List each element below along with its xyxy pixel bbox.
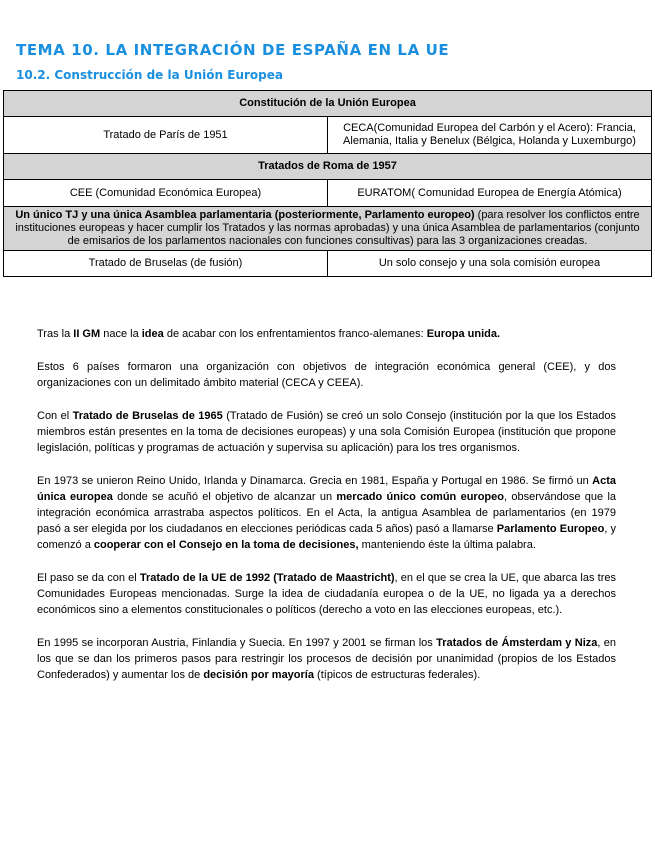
paragraph-1 [37,326,616,342]
text-run: (típicos de estructuras federales). [313,669,481,681]
bold-run: mercado único común europeo [336,491,504,503]
bold-run: Acta única europea [37,475,616,503]
tj-bold-text: Un único TJ y una única Asamblea parlamentaria (posteriormente, Parlamento europeo) [15,209,475,221]
bold-run: II GM [73,328,101,340]
bold-run: Europa unida. [426,328,501,340]
text-run: En 1973 se unieron Reino Unido, Irlanda y Dinamarca. Grecia en 1981, España y Portugal en 1986. Se firmó un [37,475,593,487]
text-run: (Tratado de Fusión) se creó un solo Consejo (institución por la que los Estados miembros están presentes en la toma de decisiones europeas) y una sola Comisión Europea (institución que propone legislación, políticas y programas de actuación y supervisa su aplicación) para los tres organismos. [37,410,616,454]
bold-run: idea [141,328,164,340]
text-run: , observándose que la integración económica arrastraba aspectos políticos. En el Acta, la antigua Asamblea de parlamentarios (en 1979 pasó a ser elegida por los ciudadanos en elecciones periódicas cada 5 años) pasó a llamarse [37,491,617,535]
bold-run: Parlamento Europeo [496,523,605,535]
bold-run: Tratado de Bruselas de 1965 [72,410,223,422]
table-cell-paris: Tratado de París de 1951 [4,117,328,154]
section-subtitle: 10.2. Construcción de la Unión Europea [16,68,283,82]
bold-run: decisión por mayoría [203,669,314,681]
table-cell-consejo-comision: Un solo consejo y una sola comisión europea [328,251,652,277]
table-row [4,117,652,154]
table-row [4,180,652,207]
text-run: En 1995 se incorporan Austria, Finlandia y Suecia. En 1997 y 2001 se firman los [37,637,437,649]
page-title: TEMA 10. LA INTEGRACIÓN DE ESPAÑA EN LA UE [16,41,450,59]
table-row [4,251,652,277]
table-header-roma: Tratados de Roma de 1957 [4,154,652,180]
paragraph-3 [37,408,616,456]
bold-run: cooperar con el Consejo en la toma de decisiones, [93,539,359,551]
text-run: de acabar con los enfrentamientos franco-alemanes: [163,328,427,340]
table-cell-ceca: CECA(Comunidad Europea del Carbón y el Acero): Francia, Alemania, Italia y Benelux (Bélgica, Holanda y Luxemburgo) [328,117,652,154]
table-cell-bruselas: Tratado de Bruselas (de fusión) [4,251,328,277]
paragraph-2: Estos 6 países formaron una organización con objetivos de integración económica general (CEE), y dos organizaciones con un delimitado ámbito material (CECA y CEEA). [37,361,616,389]
text-run: nace la [100,328,142,340]
table-cell-euratom: EURATOM( Comunidad Europea de Energía Atómica) [328,180,652,207]
table-row [4,207,652,251]
text-run: , en los que se dan los primeros pasos para restringir los procesos de decisión por unanimidad (propios de los Estados Confederados) y aumentar los de [37,637,616,681]
table-row [4,154,652,180]
text-run: , y comenzó a [37,523,616,551]
summary-table [3,90,652,277]
text-run: , en el que se crea la UE, que abarca las tres Comunidades Europeas mencionadas. Surge la idea de ciudadanía europea o de la UE, no ligada ya a derechos económicos sino a elementos constitucionales o políticos (derecho a voto en las elecciones europeas, etc.). [37,572,617,616]
bold-run: Tratados de Ámsterdam y Niza [436,637,598,649]
text-run: Tras la [37,328,74,340]
table-header-constitucion: Constitución de la Unión Europea [4,91,652,117]
text-run: manteniendo éste la última palabra. [358,539,536,551]
table-row [4,91,652,117]
bold-run: Tratado de la UE de 1992 (Tratado de Maastricht) [139,572,395,584]
table-cell-cee: CEE (Comunidad Económica Europea) [4,180,328,207]
table-cell-tj-asamblea [4,207,652,251]
paragraph-6 [37,635,616,683]
text-run: El paso se da con el [37,572,140,584]
body-text [37,326,616,700]
paragraph-5 [37,570,616,618]
tj-rest-text: (para resolver los conflictos entre instituciones europeas y hacer cumplir los Tratados y las normas aprobadas) y una única Asamblea de parlamentarios (conjunto de emisarios de los parlamentos nacionales con funciones consultivas) para las 3 organizaciones creadas. [15,209,640,247]
text-run: donde se acuñó el objetivo de alcanzar un [112,491,337,503]
paragraph-4 [37,473,616,553]
text-run: Con el [37,410,73,422]
